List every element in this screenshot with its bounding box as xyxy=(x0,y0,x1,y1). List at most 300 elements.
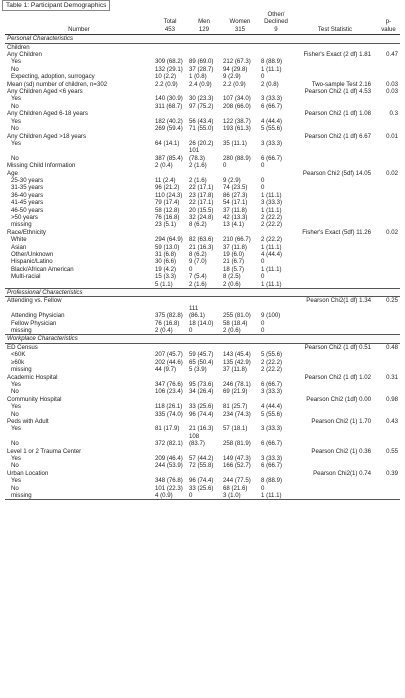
test-statistic-cell xyxy=(293,95,377,102)
women-cell xyxy=(221,229,259,236)
table-row xyxy=(5,403,400,410)
test-statistic-cell xyxy=(293,492,377,500)
table-row xyxy=(5,273,400,280)
p-value-cell xyxy=(377,95,400,102)
men-cell: 96 (74.4) xyxy=(189,410,214,418)
p-value-cell xyxy=(377,73,400,80)
p-value-cell xyxy=(377,411,400,418)
women-cell xyxy=(221,170,259,177)
men-cell: (86.1) xyxy=(189,312,205,320)
other-cell: 0 xyxy=(261,484,265,492)
p-value-cell xyxy=(377,199,400,206)
row-label: No xyxy=(11,388,19,396)
table-row xyxy=(5,418,400,425)
men-cell: 56 (43.4) xyxy=(189,117,214,125)
other-cell: 1 (11.1) xyxy=(261,191,282,199)
table-row xyxy=(5,214,400,221)
other-cell: 2 (22.2) xyxy=(261,358,283,366)
other-cell xyxy=(259,133,293,140)
women-cell: 208 (66.0) xyxy=(223,102,251,110)
women-cell xyxy=(221,396,259,403)
other-cell xyxy=(259,229,293,236)
p-value-cell xyxy=(377,207,400,214)
table-row xyxy=(5,170,400,177)
p-value-cell xyxy=(377,244,400,251)
men-cell xyxy=(187,110,221,117)
row-label: Academic Hospital xyxy=(7,373,58,381)
row-label: No xyxy=(11,484,19,492)
men-cell xyxy=(187,88,221,95)
men-cell: 33 (25.6) xyxy=(189,403,214,411)
table-row xyxy=(5,103,400,110)
test-statistic-cell xyxy=(293,214,377,221)
women-cell: 2 (0.6) xyxy=(223,280,241,288)
men-cell xyxy=(187,170,221,177)
row-label: No xyxy=(11,462,19,470)
other-cell: 3 (33.3) xyxy=(261,199,283,207)
table-row xyxy=(5,320,400,327)
other-cell: 2 (22.2) xyxy=(261,366,283,374)
p-value-cell xyxy=(377,140,400,155)
p-value-cell xyxy=(377,485,400,492)
men-cell: 59 (45.7) xyxy=(189,351,214,359)
table-row xyxy=(5,327,400,335)
total-cell: 269 (59.4) xyxy=(155,125,183,133)
row-label: Community Hospital xyxy=(7,395,62,403)
men-cell xyxy=(187,51,221,58)
total-cell xyxy=(153,133,187,140)
table-row xyxy=(5,118,400,125)
other-cell: 0 xyxy=(261,162,265,170)
row-label: Hispanic/Latino xyxy=(11,258,53,266)
p-value-cell: 0.48 xyxy=(386,343,398,351)
men-cell xyxy=(187,418,221,425)
men-cell: 0 xyxy=(189,265,193,273)
women-cell: 35 (11.1) xyxy=(223,139,247,147)
row-label: ≥60k xyxy=(11,358,25,366)
men-cell: 95 (73.6) xyxy=(189,380,214,388)
total-cell xyxy=(153,343,187,351)
row-label: Race/Ethnicity xyxy=(7,228,46,236)
men-cell: 97 (75.2) xyxy=(189,102,214,110)
women-cell: 81 (25.7) xyxy=(223,403,248,411)
other-cell: 2 (22.2) xyxy=(261,236,283,244)
total-cell: 106 (23.4) xyxy=(155,388,183,396)
test-statistic-cell xyxy=(293,221,377,228)
test-statistic-cell: Pearson Chi2(1 df) 1.34 xyxy=(306,297,371,305)
men-cell xyxy=(187,374,221,381)
test-statistic-cell xyxy=(293,43,377,51)
other-cell xyxy=(259,448,293,455)
p-value-cell: 0.02 xyxy=(386,169,398,177)
test-statistic-cell xyxy=(293,462,377,469)
p-value-cell xyxy=(377,155,400,162)
men-cell: 2 (1.6) xyxy=(189,280,207,288)
test-statistic-cell xyxy=(293,118,377,125)
test-statistic-cell xyxy=(293,236,377,243)
row-label: Other/Unknown xyxy=(11,251,54,258)
p-value-cell: 0.47 xyxy=(386,51,398,59)
total-cell: 81 (17.9) xyxy=(155,425,180,433)
p-value-cell xyxy=(377,477,400,484)
test-statistic-cell: Pearson Chi2 (1) 1.70 xyxy=(311,417,371,425)
p-value-cell xyxy=(377,251,400,258)
p-value-cell xyxy=(377,58,400,65)
test-statistic-cell: Pearson Chi2 (1 df) 0.51 xyxy=(304,343,371,351)
demographics-table xyxy=(5,11,400,500)
table-row xyxy=(5,51,400,58)
men-cell: 32 (24.8) xyxy=(189,213,214,221)
other-cell: 4 (44.4) xyxy=(261,117,283,125)
test-statistic-cell xyxy=(293,207,377,214)
row-label: Black/African American xyxy=(11,265,74,273)
other-cell xyxy=(259,51,293,58)
row-label: missing xyxy=(5,492,153,500)
women-cell: 0 xyxy=(223,162,227,170)
table-row xyxy=(5,312,400,319)
row-label xyxy=(5,281,153,289)
table-row xyxy=(5,66,400,73)
test-statistic-cell xyxy=(293,305,377,312)
row-label: Yes xyxy=(11,454,21,462)
p-value-cell: 0.03 xyxy=(386,88,398,96)
women-cell: 57 (18.1) xyxy=(223,425,248,433)
women-cell xyxy=(221,343,259,351)
women-cell: 135 (42.9) xyxy=(223,358,251,366)
other-cell: 6 (66.7) xyxy=(261,154,283,162)
total-cell: 96 (21.2) xyxy=(155,184,180,192)
women-cell: 54 (17.1) xyxy=(223,199,248,207)
men-cell: 30 (23.3) xyxy=(189,95,214,103)
p-value-cell xyxy=(377,221,400,228)
test-statistic-cell xyxy=(293,192,377,199)
table-row xyxy=(5,305,400,312)
table-row xyxy=(5,462,400,469)
p-value-cell xyxy=(377,359,400,366)
row-label: Attending vs. Fellow xyxy=(7,297,62,305)
total-cell: 207 (45.7) xyxy=(155,351,183,359)
total-cell: 372 (82.1) xyxy=(155,440,183,448)
other-cell: 1 (11.1) xyxy=(261,243,282,251)
table-row xyxy=(5,297,400,305)
total-cell: 2.2 (0.9) xyxy=(155,80,178,88)
test-statistic-cell: Pearson Chi2(1) 0.74 xyxy=(313,469,371,477)
p-value-cell xyxy=(377,192,400,199)
women-cell: 2.2 (0.9) xyxy=(223,80,246,88)
p-value-cell xyxy=(377,425,400,440)
total-cell: 209 (46.4) xyxy=(155,454,183,462)
row-label: <60K xyxy=(11,351,26,359)
table-row xyxy=(5,133,400,140)
table-row xyxy=(5,258,400,265)
men-cell: 0 xyxy=(189,327,193,335)
p-value-cell xyxy=(377,381,400,388)
total-cell: 64 (14.1) xyxy=(155,139,180,147)
test-statistic-cell xyxy=(293,477,377,484)
test-statistic-cell xyxy=(293,66,377,73)
test-statistic-cell: Pearson Chi2 (1 df) 6.67 xyxy=(304,132,371,140)
men-cell: 34 (26.4) xyxy=(189,388,214,396)
men-cell: 22 (17.1) xyxy=(189,199,214,207)
total-cell: 76 (16.8) xyxy=(155,213,180,221)
test-statistic-cell xyxy=(293,281,377,289)
total-cell: 387 (85.4) xyxy=(155,154,183,162)
p-value-cell: 0.25 xyxy=(386,297,398,305)
men-cell: 18 (14.0) xyxy=(189,319,214,327)
test-statistic-cell: Fisher's Exact (2 df) 1.81 xyxy=(303,51,371,59)
row-label: Children xyxy=(7,43,30,51)
other-cell: 0 xyxy=(261,327,265,335)
table-row xyxy=(5,251,400,258)
table-row xyxy=(5,162,400,169)
men-cell xyxy=(187,448,221,455)
p-value-cell: 0.98 xyxy=(386,395,398,403)
total-cell: 182 (40.2) xyxy=(155,117,183,125)
other-cell: 0 xyxy=(261,258,265,266)
row-label: Yes xyxy=(11,139,21,147)
table-row xyxy=(5,381,400,388)
row-label xyxy=(5,305,153,312)
other-cell: 0 xyxy=(261,273,265,281)
row-label: Attending Physician xyxy=(11,312,65,320)
other-cell: 2 (22.2) xyxy=(261,221,283,229)
other-cell: 5 (55.6) xyxy=(261,351,283,359)
p-value-cell xyxy=(377,43,400,51)
table-row xyxy=(5,266,400,273)
total-cell: 79 (17.4) xyxy=(155,199,180,207)
women-cell xyxy=(221,51,259,58)
women-cell: 13 (4.1) xyxy=(223,221,245,229)
men-cell: 33 (25.6) xyxy=(189,484,214,492)
men-cell: 57 (44.2) xyxy=(189,454,214,462)
women-cell: 244 (77.5) xyxy=(223,477,251,485)
p-value-cell: 0.3 xyxy=(389,110,398,118)
women-cell: 42 (13.3) xyxy=(223,213,248,221)
women-cell: 58 (18.4) xyxy=(223,319,248,327)
total-cell: 132 (29.1) xyxy=(155,65,183,73)
other-cell xyxy=(259,343,293,351)
table-body xyxy=(5,35,400,500)
table-row xyxy=(5,110,400,117)
table-row xyxy=(5,388,400,395)
men-cell: 21 (16.3) 108 xyxy=(189,425,214,440)
total-cell: 30 (6.6) xyxy=(155,258,177,266)
table-row xyxy=(5,43,400,51)
total-cell xyxy=(153,305,187,312)
other-cell xyxy=(259,110,293,117)
row-label: Any Children xyxy=(7,51,42,59)
p-value-cell xyxy=(377,388,400,395)
men-cell: 23 (17.8) xyxy=(189,191,214,199)
section-header-row xyxy=(5,289,400,297)
men-cell: 8 (6.2) xyxy=(189,251,207,258)
row-label: Missing Child Information xyxy=(7,162,76,170)
women-cell: 143 (45.4) xyxy=(223,351,251,359)
men-cell: 8 (6.2) xyxy=(189,221,207,229)
men-cell: 89 (69.0) xyxy=(189,58,214,66)
row-label: 25-30 years xyxy=(11,176,44,184)
other-cell: 4 (44.4) xyxy=(261,403,283,411)
test-statistic-cell: Fisher's Exact (5df) 11.26 xyxy=(302,228,371,236)
p-value-cell xyxy=(377,305,400,312)
header-row xyxy=(5,11,400,35)
men-cell: 71 (55.0) xyxy=(189,125,214,133)
p-value-cell: 0.43 xyxy=(386,417,398,425)
other-cell: 6 (66.7) xyxy=(261,440,283,448)
total-cell: 140 (30.9) xyxy=(155,95,183,103)
total-cell: 10 (2.2) xyxy=(155,73,177,81)
test-statistic-cell xyxy=(293,485,377,492)
total-cell: 118 (26.1) xyxy=(155,403,183,411)
row-label: Mean (sd) number of children, n=302 xyxy=(7,80,108,88)
test-statistic-cell xyxy=(293,388,377,395)
test-statistic-cell xyxy=(293,359,377,366)
row-label: ED Census xyxy=(7,343,38,351)
men-cell xyxy=(187,396,221,403)
test-statistic-cell: Pearson Chi2 (1 df) 1.08 xyxy=(304,110,371,118)
row-label: Yes xyxy=(11,403,21,411)
table-row xyxy=(5,448,400,455)
test-statistic-cell xyxy=(293,162,377,169)
section-title: Workplace Characteristics xyxy=(5,335,400,343)
women-cell xyxy=(221,110,259,117)
other-cell xyxy=(259,305,293,312)
test-statistic-cell: Pearson Chi2 (1df) 0.00 xyxy=(306,395,371,403)
table-row xyxy=(5,236,400,243)
other-cell: 0 xyxy=(261,184,265,192)
row-label: Fellow Physician xyxy=(11,319,57,327)
table-row xyxy=(5,455,400,462)
row-label: Multi-racial xyxy=(11,273,41,281)
women-cell xyxy=(221,305,259,312)
test-statistic-cell xyxy=(293,140,377,155)
table-row xyxy=(5,88,400,95)
row-label: 36-40 years xyxy=(11,191,44,199)
row-label: Peds with Adult xyxy=(7,417,49,425)
total-cell xyxy=(153,418,187,425)
test-statistic-cell xyxy=(293,155,377,162)
row-label: Yes xyxy=(11,477,21,485)
row-label: No xyxy=(11,125,19,133)
row-label: Level 1 or 2 Trauma Center xyxy=(7,447,82,455)
total-cell: 44 (9.7) xyxy=(155,366,177,374)
col-header-women: Women 315 xyxy=(221,11,259,35)
row-label: Expecting, adoption, surrogacy xyxy=(11,73,95,81)
row-label: 41-45 years xyxy=(11,199,44,207)
table-row xyxy=(5,184,400,191)
total-cell xyxy=(153,51,187,58)
test-statistic-cell xyxy=(293,199,377,206)
men-cell: 2.4 (0.9) xyxy=(189,80,212,88)
other-cell xyxy=(259,470,293,477)
row-label: Any Children Aged >18 years xyxy=(7,132,87,140)
section-header-row xyxy=(5,335,400,343)
table-row xyxy=(5,351,400,358)
other-cell: 2 (22.2) xyxy=(261,213,283,221)
row-label: 46-50 years xyxy=(11,206,44,214)
row-label: Asian xyxy=(11,243,27,251)
p-value-cell: 0.31 xyxy=(386,373,398,381)
row-label: No xyxy=(11,440,19,448)
row-label: No xyxy=(11,154,19,162)
test-statistic-cell xyxy=(293,251,377,258)
women-cell: 210 (66.7) xyxy=(223,236,251,244)
row-label: missing xyxy=(11,366,32,374)
test-statistic-cell xyxy=(293,58,377,65)
p-value-cell xyxy=(377,366,400,373)
p-value-cell xyxy=(377,236,400,243)
table-row xyxy=(5,485,400,492)
p-value-cell xyxy=(377,66,400,73)
women-cell: 37 (11.8) xyxy=(223,243,247,251)
other-cell: 5 (55.6) xyxy=(261,410,283,418)
total-cell: 59 (13.0) xyxy=(155,243,180,251)
men-cell: 37 (28.7) xyxy=(189,65,214,73)
other-cell: 1 (11.1) xyxy=(261,265,282,273)
p-value-cell xyxy=(377,118,400,125)
row-label: No xyxy=(11,65,19,73)
other-cell: 3 (33.3) xyxy=(261,454,283,462)
other-cell: 6 (66.7) xyxy=(261,380,283,388)
men-cell: 2 (1.6) xyxy=(189,162,207,170)
men-cell xyxy=(187,343,221,351)
other-cell: 1 (11.1) xyxy=(261,206,282,214)
p-value-cell xyxy=(377,312,400,319)
table-row xyxy=(5,95,400,102)
table-row xyxy=(5,177,400,184)
row-label: Yes xyxy=(11,58,21,66)
other-cell: 3 (33.3) xyxy=(261,425,283,433)
p-value-cell xyxy=(377,455,400,462)
women-cell: 3 (1.0) xyxy=(221,492,259,500)
women-cell: 37 (11.8) xyxy=(223,366,247,374)
other-cell: 4 (44.4) xyxy=(261,251,283,258)
p-value-cell: 0.03 xyxy=(386,80,398,88)
women-cell: 68 (21.6) xyxy=(223,484,248,492)
row-label: White xyxy=(11,236,27,244)
men-cell: (78.3) xyxy=(189,154,205,162)
test-statistic-cell xyxy=(293,125,377,132)
men-cell: 82 (63.6) xyxy=(189,236,214,244)
total-cell: 294 (64.9) xyxy=(155,236,183,244)
men-cell: 96 (74.4) xyxy=(189,477,214,485)
p-value-cell xyxy=(377,177,400,184)
total-cell: 76 (16.8) xyxy=(155,319,180,327)
women-cell xyxy=(221,448,259,455)
total-cell: 15 (3.3) xyxy=(155,273,177,281)
p-value-cell xyxy=(377,103,400,110)
women-cell xyxy=(221,418,259,425)
women-cell: 107 (34.0) xyxy=(223,95,251,103)
women-cell xyxy=(221,297,259,305)
other-cell: 6 (66.7) xyxy=(261,102,283,110)
other-cell: 3 (33.3) xyxy=(261,388,283,396)
women-cell: 280 (88.9) xyxy=(223,154,251,162)
women-cell: 234 (74.3) xyxy=(223,410,251,418)
p-value-cell xyxy=(377,184,400,191)
total-cell: 2 (0.4) xyxy=(155,327,173,335)
total-cell xyxy=(153,43,187,51)
test-statistic-cell: Pearson Chi2 (1 df) 4.53 xyxy=(304,88,371,96)
table-row xyxy=(5,125,400,132)
women-cell: 19 (6.0) xyxy=(223,251,245,258)
table-row xyxy=(5,470,400,477)
p-value-cell xyxy=(377,462,400,469)
men-cell: 1 (0.8) xyxy=(189,73,207,81)
women-cell xyxy=(221,43,259,51)
women-cell: 193 (61.3) xyxy=(223,125,251,133)
total-cell: 375 (82.8) xyxy=(155,312,183,320)
